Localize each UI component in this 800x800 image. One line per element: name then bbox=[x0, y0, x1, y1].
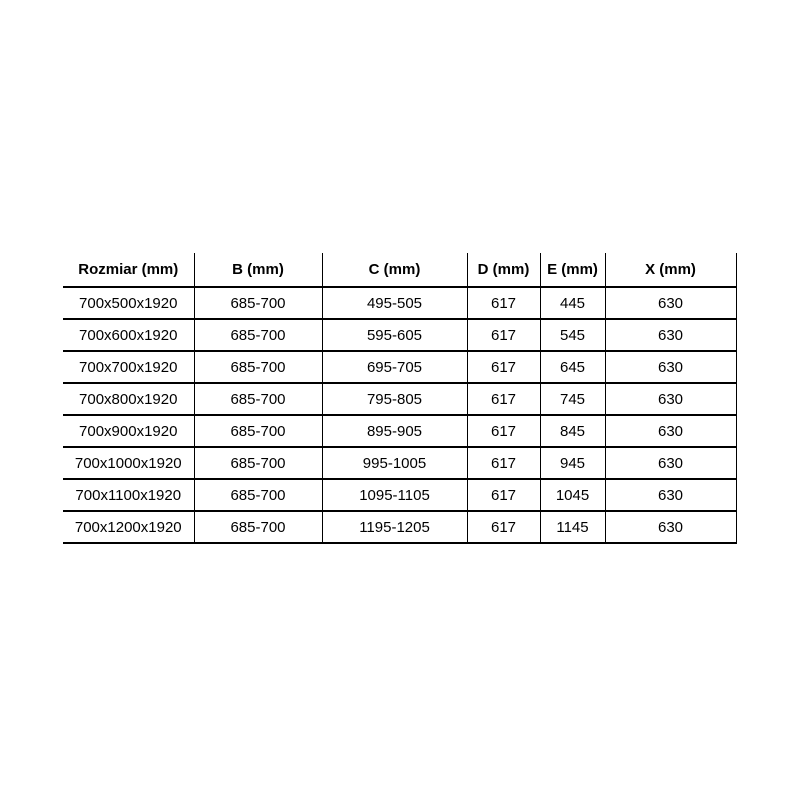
table-cell: 700x1100x1920 bbox=[63, 479, 194, 511]
table-cell: 685-700 bbox=[194, 511, 322, 543]
table-cell: 630 bbox=[605, 319, 736, 351]
table-cell: 685-700 bbox=[194, 319, 322, 351]
size-table bbox=[63, 253, 737, 544]
table-cell: 630 bbox=[605, 447, 736, 479]
column-header: X (mm) bbox=[605, 253, 736, 287]
table-cell: 445 bbox=[540, 287, 605, 319]
table-cell: 685-700 bbox=[194, 383, 322, 415]
table-body bbox=[63, 287, 736, 543]
table-cell: 895-905 bbox=[322, 415, 467, 447]
table-cell: 700x1200x1920 bbox=[63, 511, 194, 543]
table-cell: 685-700 bbox=[194, 447, 322, 479]
table-cell: 685-700 bbox=[194, 287, 322, 319]
table-cell: 1195-1205 bbox=[322, 511, 467, 543]
table-cell: 617 bbox=[467, 383, 540, 415]
table-cell: 700x1000x1920 bbox=[63, 447, 194, 479]
table-cell: 995-1005 bbox=[322, 447, 467, 479]
table-cell: 495-505 bbox=[322, 287, 467, 319]
table-row bbox=[63, 479, 736, 511]
table-cell: 685-700 bbox=[194, 415, 322, 447]
table-cell: 700x700x1920 bbox=[63, 351, 194, 383]
table-row bbox=[63, 415, 736, 447]
table-row bbox=[63, 383, 736, 415]
table-cell: 630 bbox=[605, 479, 736, 511]
table-cell: 1095-1105 bbox=[322, 479, 467, 511]
table-row bbox=[63, 511, 736, 543]
table-cell: 700x900x1920 bbox=[63, 415, 194, 447]
table-cell: 1145 bbox=[540, 511, 605, 543]
table-cell: 685-700 bbox=[194, 479, 322, 511]
table-row bbox=[63, 319, 736, 351]
table-cell: 617 bbox=[467, 415, 540, 447]
header-row bbox=[63, 253, 736, 287]
table-cell: 685-700 bbox=[194, 351, 322, 383]
table-cell: 617 bbox=[467, 479, 540, 511]
table-cell: 545 bbox=[540, 319, 605, 351]
table-cell: 617 bbox=[467, 447, 540, 479]
table-cell: 630 bbox=[605, 383, 736, 415]
table-cell: 700x500x1920 bbox=[63, 287, 194, 319]
table-cell: 630 bbox=[605, 351, 736, 383]
table-cell: 745 bbox=[540, 383, 605, 415]
table-cell: 645 bbox=[540, 351, 605, 383]
table-cell: 1045 bbox=[540, 479, 605, 511]
table-cell: 630 bbox=[605, 287, 736, 319]
column-header: B (mm) bbox=[194, 253, 322, 287]
table-cell: 700x600x1920 bbox=[63, 319, 194, 351]
table-cell: 630 bbox=[605, 511, 736, 543]
table-cell: 695-705 bbox=[322, 351, 467, 383]
table-cell: 595-605 bbox=[322, 319, 467, 351]
table-cell: 617 bbox=[467, 511, 540, 543]
table-cell: 617 bbox=[467, 287, 540, 319]
table-cell: 700x800x1920 bbox=[63, 383, 194, 415]
table-row bbox=[63, 447, 736, 479]
table-cell: 617 bbox=[467, 351, 540, 383]
column-header: Rozmiar (mm) bbox=[63, 253, 194, 287]
table-row bbox=[63, 351, 736, 383]
column-header: C (mm) bbox=[322, 253, 467, 287]
table-cell: 630 bbox=[605, 415, 736, 447]
table-cell: 945 bbox=[540, 447, 605, 479]
column-header: E (mm) bbox=[540, 253, 605, 287]
table-container bbox=[63, 253, 737, 544]
column-header: D (mm) bbox=[467, 253, 540, 287]
table-cell: 617 bbox=[467, 319, 540, 351]
table-cell: 795-805 bbox=[322, 383, 467, 415]
table-row bbox=[63, 287, 736, 319]
table-cell: 845 bbox=[540, 415, 605, 447]
